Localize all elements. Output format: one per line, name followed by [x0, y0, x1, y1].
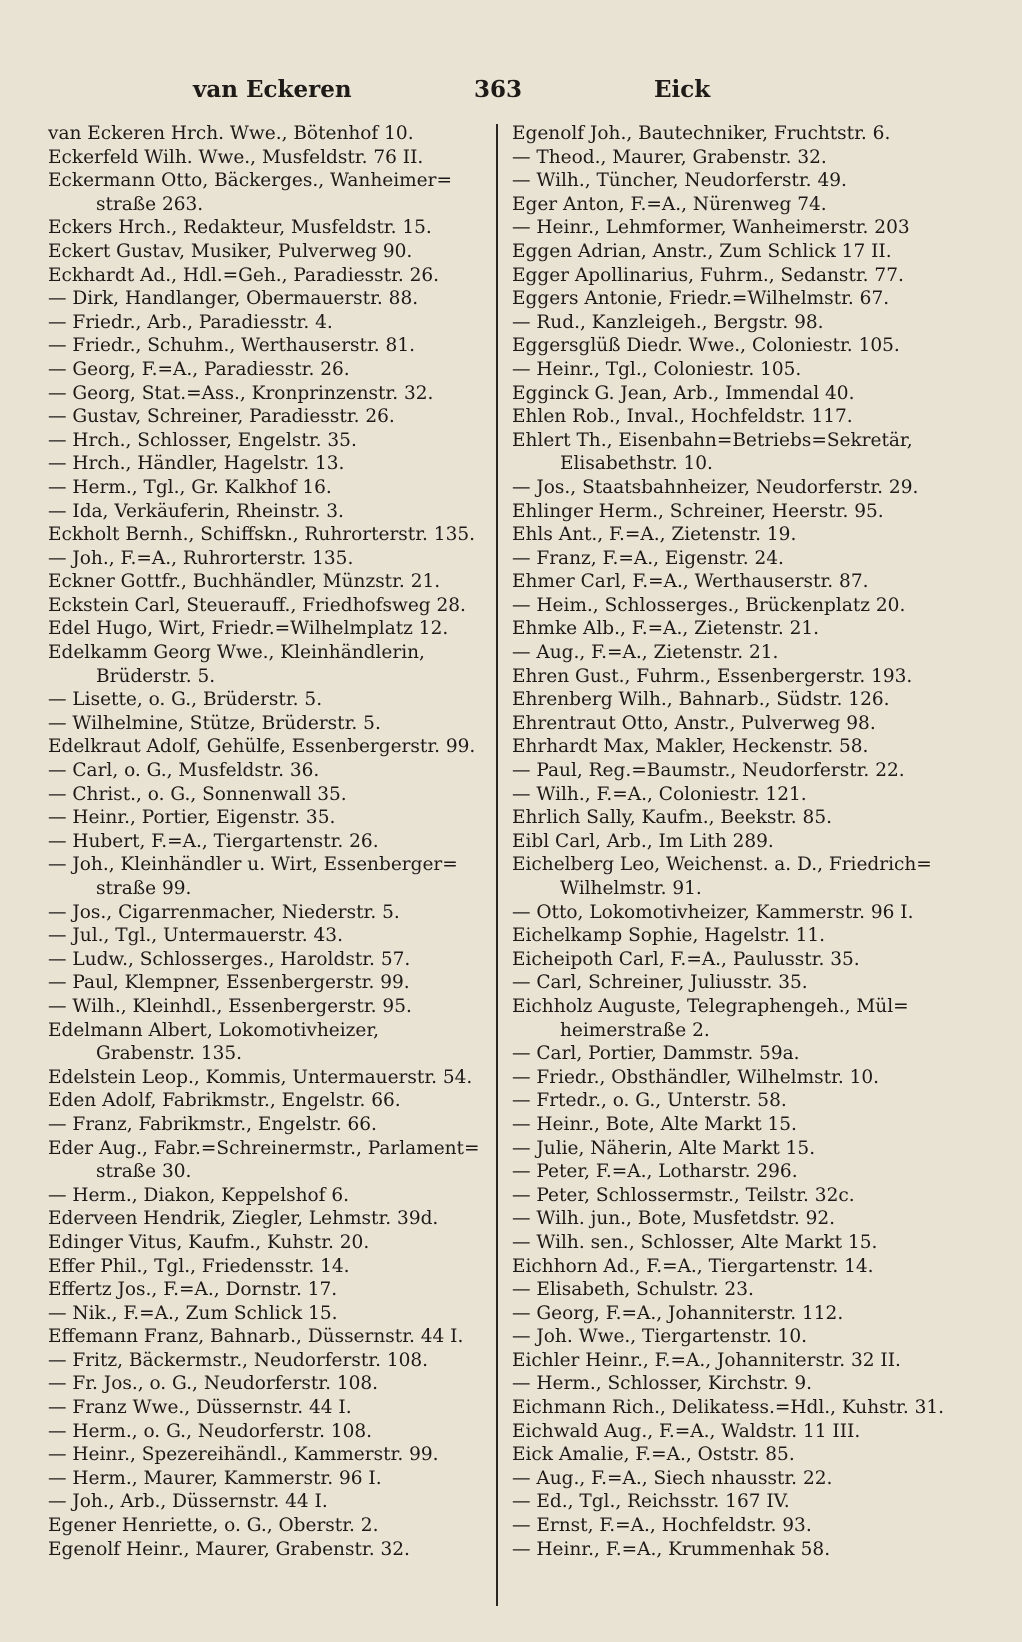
- directory-entry: — Heim., Schlosserges., Brückenplatz 20.: [512, 594, 906, 616]
- directory-entry: Eckers Hrch., Redakteur, Musfeldstr. 15.: [48, 217, 432, 239]
- directory-entry: Egenolf Heinr., Maurer, Grabenstr. 32.: [48, 1538, 410, 1560]
- directory-entry: — Carl, Schreiner, Juliusstr. 35.: [512, 972, 808, 994]
- directory-entry: Edelstein Leop., Kommis, Untermauerstr. 54.: [48, 1066, 473, 1088]
- directory-entry: — Jos., Cigarrenmacher, Niederstr. 5.: [48, 901, 400, 923]
- directory-entry: — Franz, Fabrikmstr., Engelstr. 66.: [48, 1113, 377, 1135]
- directory-entry-continuation: heimerstraße 2.: [560, 1019, 710, 1041]
- directory-entry: — Gustav, Schreiner, Paradiesstr. 26.: [48, 406, 395, 428]
- directory-entry: — Heinr., Spezereihändl., Kammerstr. 99.: [48, 1444, 439, 1466]
- directory-entry: Ehrentraut Otto, Anstr., Pulverweg 98.: [512, 712, 876, 734]
- page-header: [0, 72, 1022, 112]
- directory-entry: — Georg, Stat.=Ass., Kronprinzenstr. 32.: [48, 382, 434, 404]
- directory-entry: — Friedr., Schuhm., Werthauserstr. 81.: [48, 335, 415, 357]
- directory-entry: — Herm., Tgl., Gr. Kalkhof 16.: [48, 476, 332, 498]
- right-column: [512, 122, 972, 1561]
- directory-entry: — Carl, o. G., Musfeldstr. 36.: [48, 760, 320, 782]
- directory-entry: — Wilhelmine, Stütze, Brüderstr. 5.: [48, 712, 381, 734]
- directory-entry: Egginck G. Jean, Arb., Immendal 40.: [512, 382, 855, 404]
- directory-entry: Ederveen Hendrik, Ziegler, Lehmstr. 39d.: [48, 1208, 439, 1230]
- directory-entry: — Herm., o. G., Neudorferstr. 108.: [48, 1420, 373, 1442]
- directory-entry: — Aug., F.=A., Zietenstr. 21.: [512, 642, 779, 664]
- directory-entry: Effertz Jos., F.=A., Dornstr. 17.: [48, 1279, 338, 1301]
- directory-entry: Eckner Gottfr., Buchhändler, Münzstr. 21.: [48, 571, 441, 593]
- directory-entry: — Franz Wwe., Düssernstr. 44 I.: [48, 1397, 352, 1419]
- directory-entry: — Wilh. jun., Bote, Musfetdstr. 92.: [512, 1208, 836, 1230]
- directory-entry: Eckerfeld Wilh. Wwe., Musfeldstr. 76 II.: [48, 146, 424, 168]
- directory-entry: — Wilh. sen., Schlosser, Alte Markt 15.: [512, 1231, 878, 1253]
- directory-entry: — Paul, Klempner, Essenbergerstr. 99.: [48, 972, 410, 994]
- directory-entry: — Peter, F.=A., Lotharstr. 296.: [512, 1161, 798, 1183]
- directory-entry: Eichmann Rich., Delikatess.=Hdl., Kuhstr. 31.: [512, 1397, 945, 1419]
- directory-entry: — Herm., Diakon, Keppelshof 6.: [48, 1184, 350, 1206]
- column-divider: [496, 124, 498, 1606]
- directory-entry: — Jos., Staatsbahnheizer, Neudorferstr. 29.: [512, 476, 919, 498]
- directory-entry: Egener Henriette, o. G., Oberstr. 2.: [48, 1515, 379, 1537]
- directory-entry: Effemann Franz, Bahnarb., Düssernstr. 44 I.: [48, 1326, 464, 1348]
- directory-entry: Edelkamm Georg Wwe., Kleinhändlerin,: [48, 642, 425, 664]
- directory-entry: — Heinr., Portier, Eigenstr. 35.: [48, 807, 336, 829]
- page-number: 363: [474, 76, 523, 103]
- directory-entry: Eichwald Aug., F.=A., Waldstr. 11 III.: [512, 1420, 861, 1442]
- directory-entry: — Heinr., Tgl., Coloniestr. 105.: [512, 358, 802, 380]
- directory-entry: — Ernst, F.=A., Hochfeldstr. 93.: [512, 1515, 812, 1537]
- header-right-catchword: Eick: [654, 76, 711, 103]
- directory-entry: Eger Anton, F.=A., Nürenweg 74.: [512, 193, 827, 215]
- directory-entry: Ehlert Th., Eisenbahn=Betriebs=Sekretär,: [512, 429, 913, 451]
- directory-entry: Eggers Antonie, Friedr.=Wilhelmstr. 67.: [512, 288, 890, 310]
- directory-entry: Ehmer Carl, F.=A., Werthauserstr. 87.: [512, 571, 869, 593]
- directory-entry: — Fr. Jos., o. G., Neudorferstr. 108.: [48, 1373, 379, 1395]
- directory-entry: — Wilh., Kleinhdl., Essenbergerstr. 95.: [48, 995, 412, 1017]
- directory-entry: — Hrch., Schlosser, Engelstr. 35.: [48, 429, 357, 451]
- directory-entry: Eckert Gustav, Musiker, Pulverweg 90.: [48, 240, 413, 262]
- directory-entry: Ehls Ant., F.=A., Zietenstr. 19.: [512, 524, 797, 546]
- directory-entry: — Elisabeth, Schulstr. 23.: [512, 1279, 754, 1301]
- directory-entry-continuation: Wilhelmstr. 91.: [560, 878, 702, 899]
- directory-entry: — Lisette, o. G., Brüderstr. 5.: [48, 689, 323, 711]
- directory-entry: — Dirk, Handlanger, Obermauerstr. 88.: [48, 288, 419, 310]
- directory-entry: — Herm., Schlosser, Kirchstr. 9.: [512, 1373, 813, 1395]
- directory-entry: van Eckeren Hrch. Wwe., Bötenhof 10.: [48, 123, 414, 144]
- directory-entry-continuation: Brüderstr. 5.: [96, 665, 216, 687]
- directory-entry: — Fritz, Bäckermstr., Neudorferstr. 108.: [48, 1349, 429, 1371]
- directory-entry: Ehren Gust., Fuhrm., Essenbergerstr. 193.: [512, 665, 913, 687]
- directory-entry: Effer Phil., Tgl., Friedensstr. 14.: [48, 1255, 350, 1277]
- directory-entry: — Friedr., Obsthändler, Wilhelmstr. 10.: [512, 1066, 880, 1088]
- directory-entry: Eckermann Otto, Bäckerges., Wanheimer=: [48, 170, 452, 192]
- directory-entry: Ehrlich Sally, Kaufm., Beekstr. 85.: [512, 807, 832, 829]
- directory-entry: Eckstein Carl, Steuerauff., Friedhofsweg 28.: [48, 594, 466, 616]
- directory-entry: — Joh. Wwe., Tiergartenstr. 10.: [512, 1326, 808, 1348]
- directory-entry: Edelmann Albert, Lokomotivheizer,: [48, 1019, 380, 1041]
- directory-entry: — Rud., Kanzleigeh., Bergstr. 98.: [512, 311, 824, 333]
- directory-entry: Edel Hugo, Wirt, Friedr.=Wilhelmplatz 12.: [48, 618, 449, 640]
- directory-entry: — Hubert, F.=A., Tiergartenstr. 26.: [48, 830, 379, 852]
- directory-entry: Edelkraut Adolf, Gehülfe, Essenbergerstr. 99.: [48, 736, 476, 758]
- directory-entry: — Aug., F.=A., Siech nhausstr. 22.: [512, 1467, 833, 1489]
- directory-entry: Eichelberg Leo, Weichenst. a. D., Friedrich=: [512, 854, 932, 876]
- directory-entry: — Frtedr., o. G., Unterstr. 58.: [512, 1090, 787, 1112]
- directory-entry: Eicheipoth Carl, F.=A., Paulusstr. 35.: [512, 948, 860, 970]
- directory-entry-continuation: Elisabethstr. 10.: [560, 453, 713, 475]
- directory-entry-continuation: Grabenstr. 135.: [96, 1043, 243, 1065]
- directory-entry: Edinger Vitus, Kaufm., Kuhstr. 20.: [48, 1231, 370, 1253]
- directory-entry: — Franz, F.=A., Eigenstr. 24.: [512, 547, 784, 569]
- directory-entry: — Otto, Lokomotivheizer, Kammerstr. 96 I.: [512, 901, 914, 923]
- directory-entry: — Julie, Näherin, Alte Markt 15.: [512, 1137, 816, 1159]
- directory-entry-continuation: straße 99.: [96, 878, 192, 899]
- directory-entry: — Theod., Maurer, Grabenstr. 32.: [512, 146, 827, 168]
- directory-entry: Eggen Adrian, Anstr., Zum Schlick 17 II.: [512, 240, 892, 262]
- directory-entry: — Herm., Maurer, Kammerstr. 96 I.: [48, 1467, 382, 1489]
- directory-entry: — Joh., Kleinhändler u. Wirt, Essenberger=: [48, 854, 458, 876]
- directory-entry: — Nik., F.=A., Zum Schlick 15.: [48, 1302, 338, 1324]
- directory-entry: — Wilh., F.=A., Coloniestr. 121.: [512, 783, 807, 805]
- directory-entry: Ehlinger Herm., Schreiner, Heerstr. 95.: [512, 500, 884, 522]
- directory-entry: Egger Apollinarius, Fuhrm., Sedanstr. 77.: [512, 264, 904, 286]
- left-column: [48, 122, 488, 1561]
- directory-entry: Eichelkamp Sophie, Hagelstr. 11.: [512, 925, 826, 947]
- directory-entry: — Heinr., Lehmformer, Wanheimerstr. 203: [512, 217, 910, 239]
- directory-entry: — Paul, Reg.=Baumstr., Neudorferstr. 22.: [512, 760, 905, 782]
- directory-entry: — Carl, Portier, Dammstr. 59a.: [512, 1043, 800, 1065]
- directory-entry: Eibl Carl, Arb., Im Lith 289.: [512, 830, 774, 852]
- directory-entry: — Ludw., Schlosserges., Haroldstr. 57.: [48, 948, 411, 970]
- directory-entry: — Wilh., Tüncher, Neudorferstr. 49.: [512, 170, 847, 192]
- directory-entry: — Joh., Arb., Düssernstr. 44 I.: [48, 1491, 328, 1513]
- directory-entry: — Heinr., Bote, Alte Markt 15.: [512, 1113, 797, 1135]
- directory-entry: Egenolf Joh., Bautechniker, Fruchtstr. 6.: [512, 123, 891, 144]
- directory-entry: Ehlen Rob., Inval., Hochfeldstr. 117.: [512, 406, 853, 428]
- directory-entry: — Hrch., Händler, Hagelstr. 13.: [48, 453, 345, 475]
- directory-entry: — Christ., o. G., Sonnenwall 35.: [48, 783, 347, 805]
- directory-entry: Ehrhardt Max, Makler, Heckenstr. 58.: [512, 736, 869, 758]
- directory-entry: — Georg, F.=A., Johanniterstr. 112.: [512, 1302, 844, 1324]
- directory-entry: Eggersglüß Diedr. Wwe., Coloniestr. 105.: [512, 335, 900, 357]
- directory-entry: Ehrenberg Wilh., Bahnarb., Südstr. 126.: [512, 689, 890, 711]
- directory-entry: — Friedr., Arb., Paradiesstr. 4.: [48, 311, 333, 333]
- directory-entry-continuation: straße 263.: [96, 193, 204, 215]
- directory-entry: — Ed., Tgl., Reichsstr. 167 IV.: [512, 1491, 790, 1513]
- directory-entry: — Joh., F.=A., Ruhrorterstr. 135.: [48, 547, 354, 569]
- directory-entry: Ehmke Alb., F.=A., Zietenstr. 21.: [512, 618, 820, 640]
- directory-entry: — Jul., Tgl., Untermauerstr. 43.: [48, 925, 343, 947]
- directory-entry: — Ida, Verkäuferin, Rheinstr. 3.: [48, 500, 344, 522]
- directory-entry: Eick Amalie, F.=A., Oststr. 85.: [512, 1444, 795, 1466]
- directory-entry: Eckhardt Ad., Hdl.=Geh., Paradiesstr. 26.: [48, 264, 440, 286]
- directory-entry: Eichholz Auguste, Telegraphengeh., Mül=: [512, 995, 909, 1017]
- directory-entry: Eichler Heinr., F.=A., Johanniterstr. 32 II.: [512, 1349, 901, 1371]
- header-left-catchword: van Eckeren: [193, 76, 352, 103]
- directory-entry-continuation: straße 30.: [96, 1161, 192, 1183]
- directory-entry: Eichhorn Ad., F.=A., Tiergartenstr. 14.: [512, 1255, 874, 1277]
- directory-entry: Eckholt Bernh., Schiffskn., Ruhrorterstr. 135.: [48, 524, 475, 546]
- directory-entry: — Peter, Schlossermstr., Teilstr. 32c.: [512, 1184, 855, 1206]
- directory-entry: — Heinr., F.=A., Krummenhak 58.: [512, 1538, 831, 1560]
- directory-entry: — Georg, F.=A., Paradiesstr. 26.: [48, 358, 350, 380]
- directory-entry: Eder Aug., Fabr.=Schreinermstr., Parlament=: [48, 1137, 480, 1159]
- directory-entry: Eden Adolf, Fabrikmstr., Engelstr. 66.: [48, 1090, 401, 1112]
